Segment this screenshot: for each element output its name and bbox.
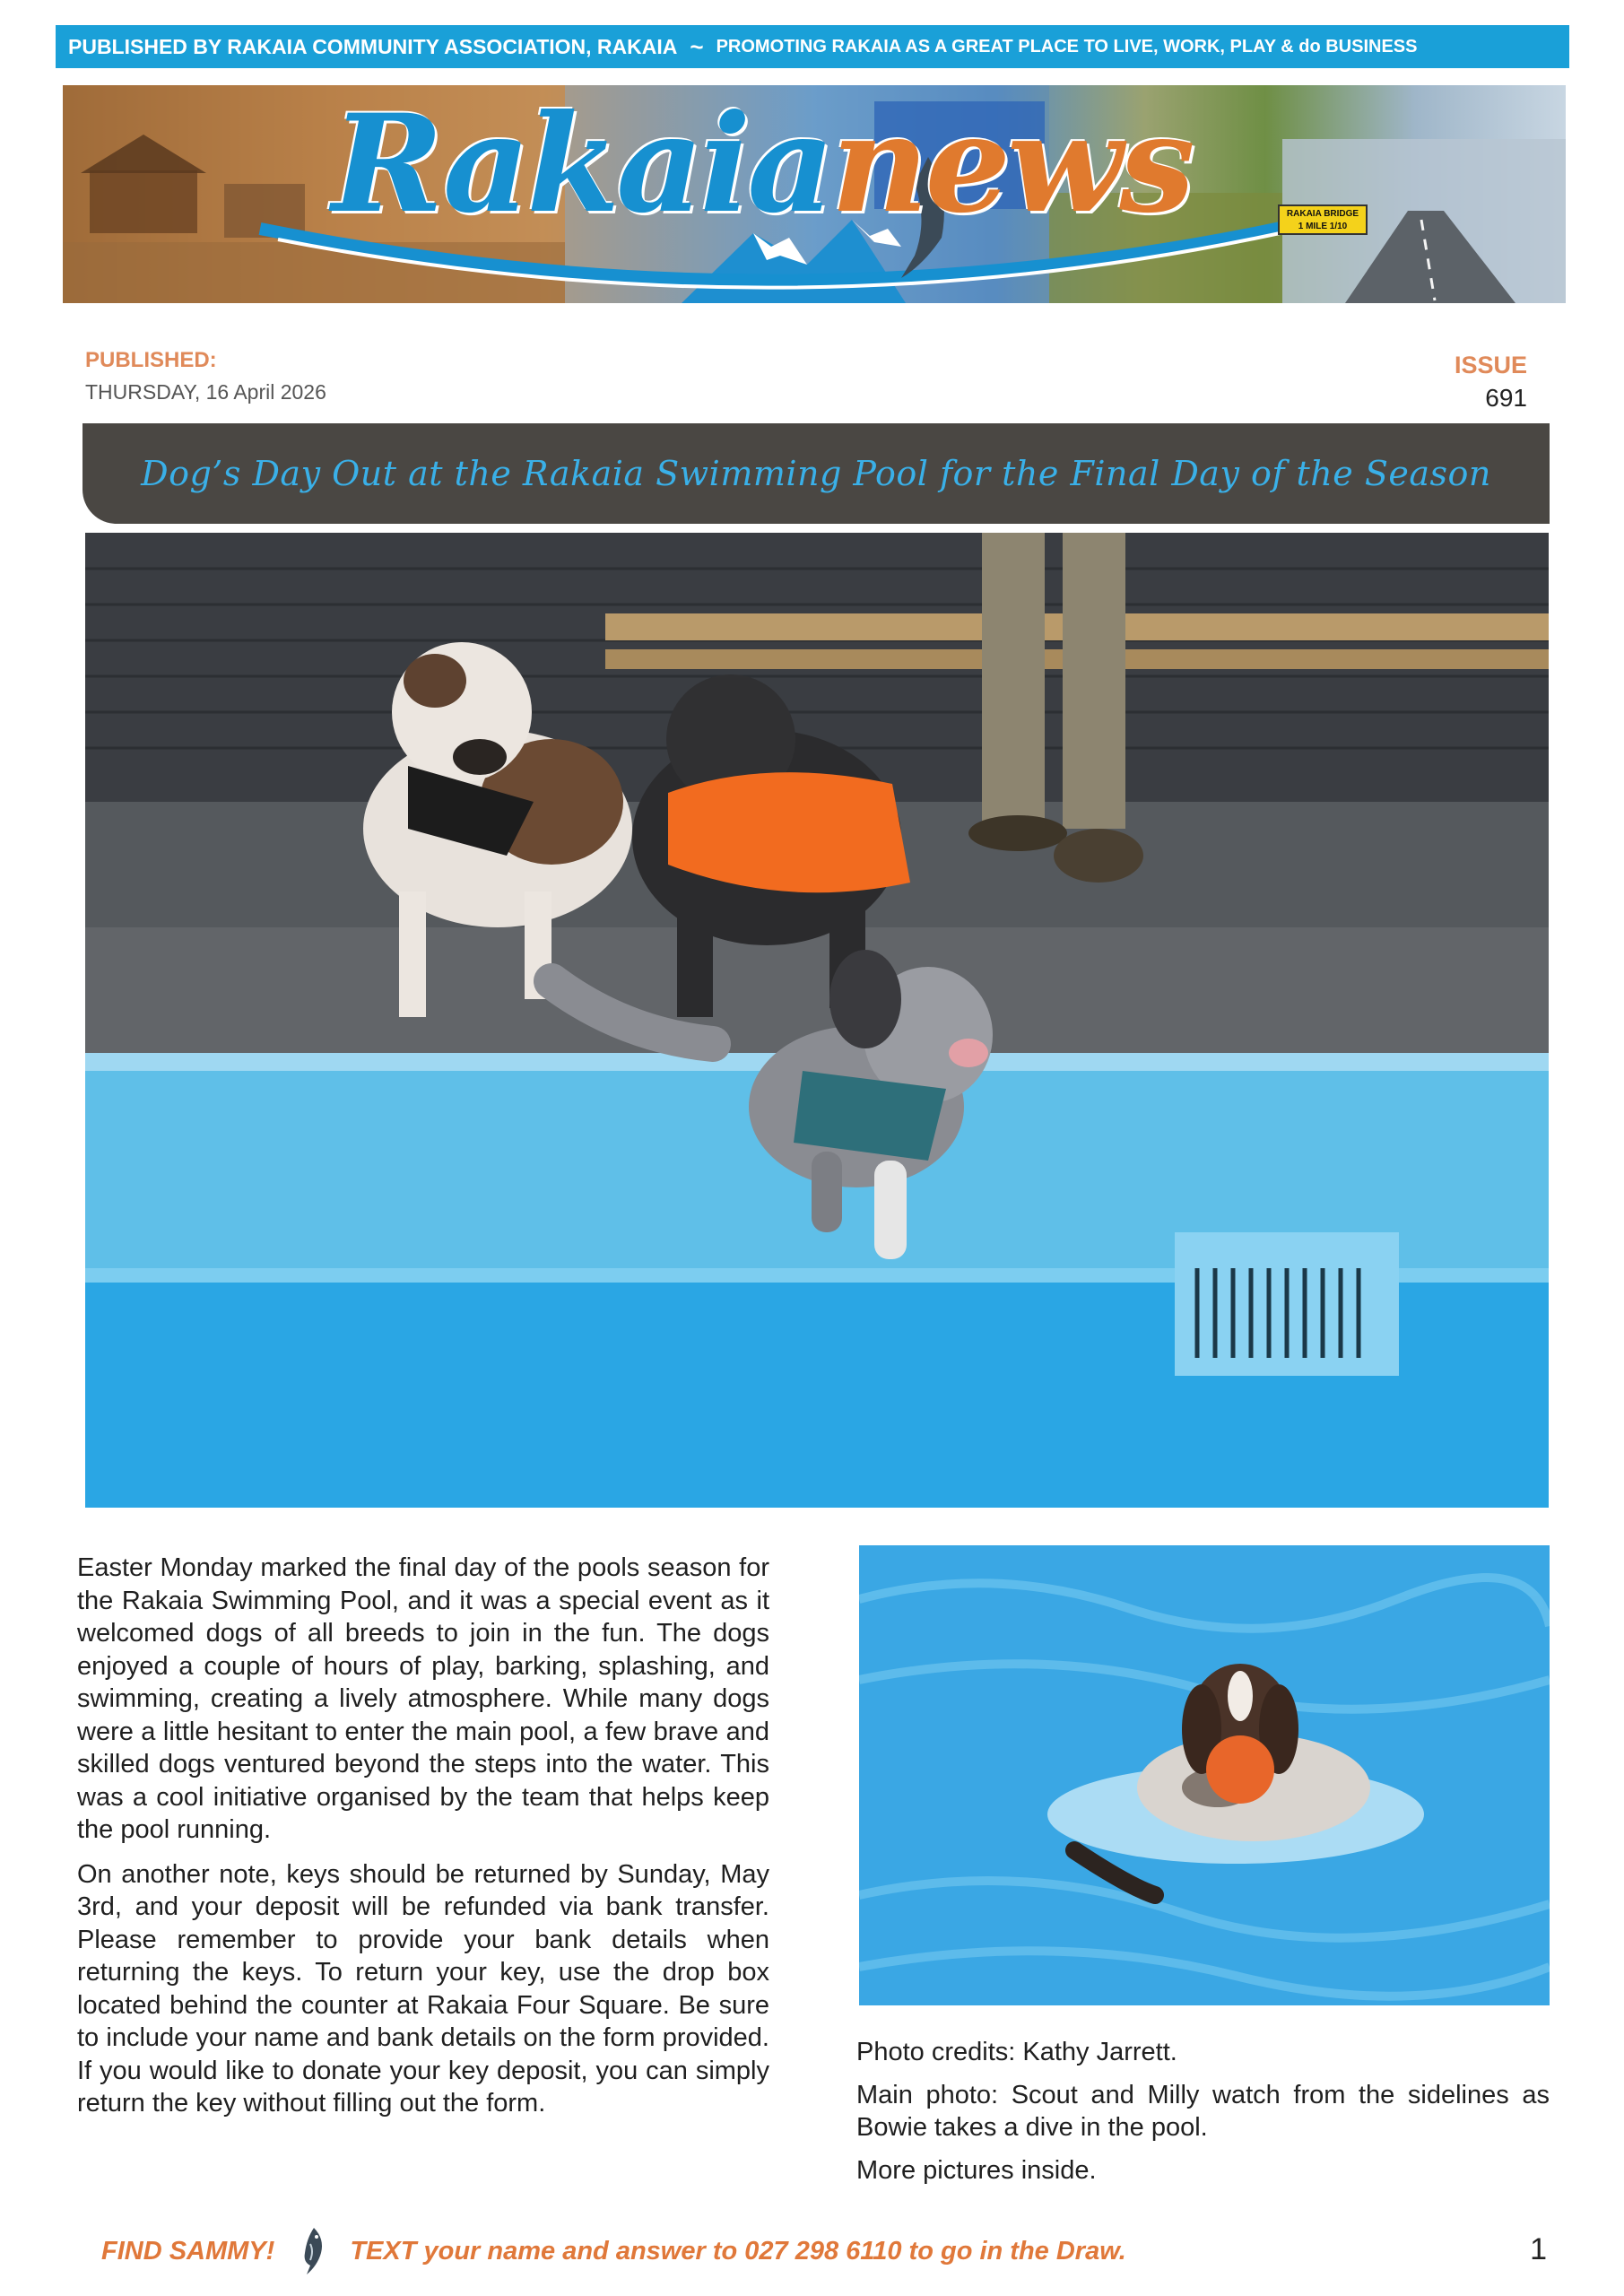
publisher-banner: [56, 25, 1569, 68]
bridge-sign-line2: 1 MILE 1/10: [1298, 222, 1348, 231]
photo-credits: Photo credits: Kathy Jarrett.: [856, 2038, 1177, 2066]
masthead-title-rakaia: Rakaia: [332, 85, 831, 243]
article-paragraph: Easter Monday marked the final day of the pools season for the Rakaia Swimming Pool, and it was a special event as it welcomed dogs of all breeds to join in the fun. The dogs enjoyed a couple of hours of play, barking, splashing, and swimming, creating a lively atmosphere. While many dogs were a little hesitant to enter the main pool, a few brave and skilled dogs ventured beyond the steps into the water. This was a cool initiative organised by the team that helps keep the pool running.: [77, 1553, 769, 1844]
headline-bar: [83, 423, 1550, 524]
main-photo-caption: Main photo: Scout and Milly watch from the sidelines as Bowie takes a dive in the pool.: [856, 2081, 1550, 2142]
issue-number: 691: [1485, 384, 1527, 412]
article-body: [77, 1552, 769, 2132]
published-label: PUBLISHED:: [85, 348, 217, 372]
footer: [101, 2229, 1572, 2274]
find-sammy-label: FIND SAMMY!: [101, 2236, 275, 2266]
fish-icon: [294, 2226, 330, 2276]
page-number: 1: [1530, 2232, 1547, 2266]
headline: Dog’s Day Out at the Rakaia Swimming Pool for the Final Day of the Season: [141, 454, 1491, 493]
photo-captions: [856, 2036, 1550, 2197]
masthead-title-news: news: [830, 85, 1192, 243]
side-photo: [859, 1545, 1550, 2005]
bridge-sign: [1278, 204, 1368, 235]
bridge-sign-line1: RAKAIA BRIDGE: [1286, 209, 1359, 219]
masthead-title: [332, 85, 1192, 243]
masthead: [63, 85, 1566, 303]
banner-tagline: PROMOTING RAKAIA AS A GREAT PLACE TO LIVE, WORK, PLAY & do BUSINESS: [716, 36, 1418, 57]
article-paragraph: On another note, keys should be returned by Sunday, May 3rd, and your deposit will be refunded via bank transfer. Please remember to provide your bank details when returning the keys. To return your key, use the drop box located behind the counter at Rakaia Four Square. Be sure to include your name and bank details on the form provided. If you would like to donate your key deposit, you can simply return the key without filling out the form.: [77, 1859, 769, 2118]
banner-separator: ~: [690, 32, 704, 60]
publisher-text: PUBLISHED BY RAKAIA COMMUNITY ASSOCIATION, RAKAIA: [68, 34, 678, 58]
issue-label: ISSUE: [1454, 352, 1527, 378]
draw-instructions: TEXT your name and answer to 027 298 6110 to go in the Draw.: [350, 2236, 1126, 2266]
main-photo: [85, 533, 1549, 1508]
more-pictures-note: More pictures inside.: [856, 2156, 1097, 2185]
published-date: THURSDAY, 16 April 2026: [85, 380, 326, 404]
